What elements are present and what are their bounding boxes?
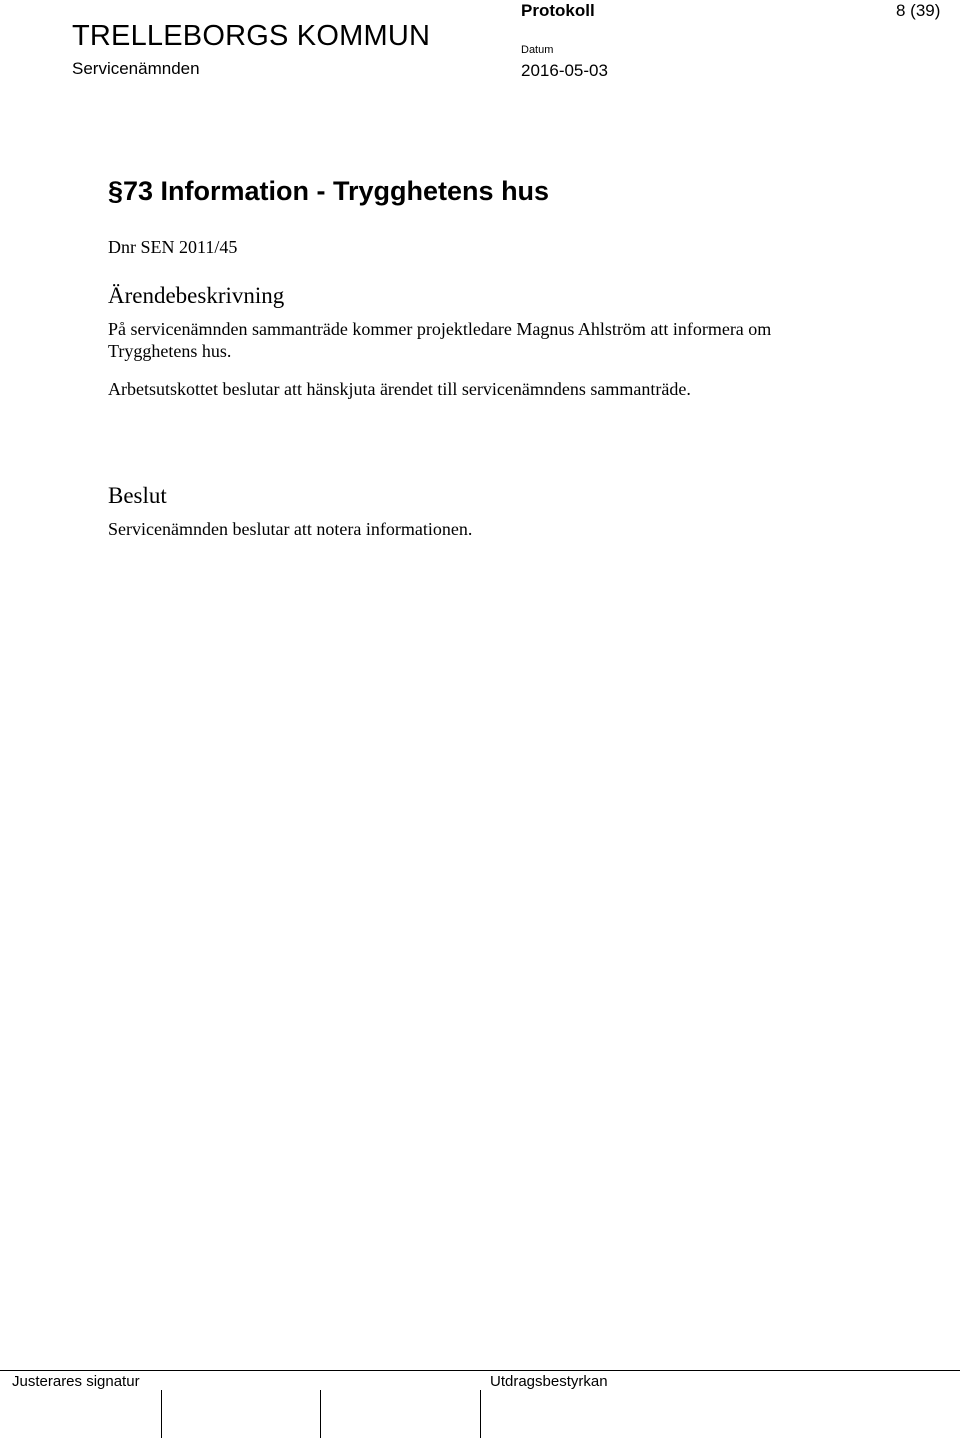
description-paragraph-2: Arbetsutskottet beslutar att hänskjuta ärendet till servicenämndens sammanträde. [108,379,691,399]
section-title: §73 Information - Trygghetens hus [108,176,550,206]
description-paragraph-1: På servicenämnden sammanträde kommer projektledare Magnus Ahlström att informera om Trygghetens hus. [108,319,772,361]
signature-label: Justerares signatur [12,1373,140,1390]
page-number: 8 (39) [896,1,941,20]
case-number: Dnr SEN 2011/45 [108,237,238,257]
organization-name: TRELLEBORGS KOMMUN [72,20,431,52]
decision-text: Servicenämnden beslutar att notera informationen. [108,519,473,539]
date-value: 2016-05-03 [521,61,608,80]
signature-box-divider-1 [161,1390,162,1438]
date-label: Datum [521,44,554,56]
signature-box-divider-2 [320,1390,321,1438]
signature-box-divider-3 [480,1390,481,1438]
board-name: Servicenämnden [72,59,200,78]
extract-label: Utdragsbestyrkan [490,1373,608,1390]
document-type: Protokoll [521,1,595,20]
decision-heading: Beslut [108,483,167,508]
footer-divider [0,1370,960,1371]
description-heading: Ärendebeskrivning [108,283,285,308]
